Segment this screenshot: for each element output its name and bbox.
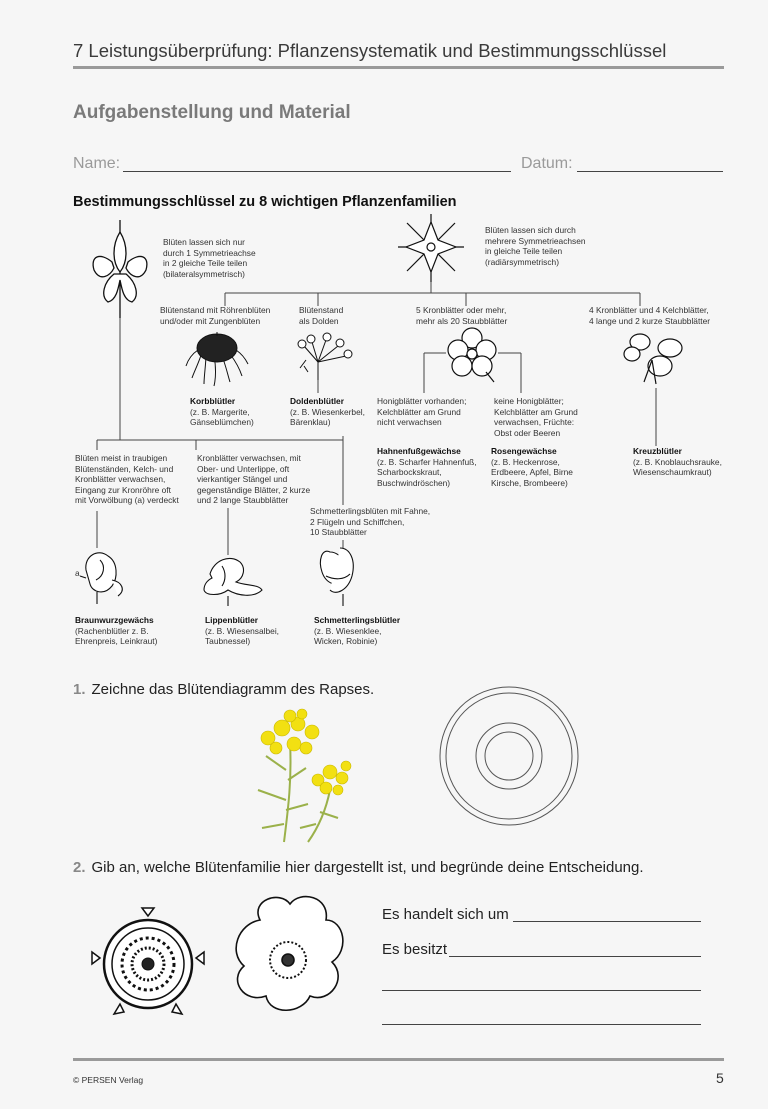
date-label: Datum:	[521, 155, 573, 172]
orchid-flower-icon	[93, 220, 147, 318]
snapdragon-flower-icon	[80, 553, 122, 604]
task-1: 1. Zeichne das Blütendiagramm des Rapses.	[73, 681, 375, 698]
family-braunwurz: Braunwurzgewächs (Rachenblütler z. B. Ehrenpreis, Leinkraut)	[75, 615, 158, 647]
bilateral-description: Blüten lassen sich nur durch 1 Symmetrieachse in 2 gleiche Teile teilen (bilateralsymmetrisch)	[163, 237, 256, 279]
branch-umbel: Blütenstand als Dolden	[299, 305, 344, 326]
answer-label-1: Es handelt sich um	[382, 906, 509, 923]
family-schmetterling: Schmetterlingsblütler (z. B. Wiesenklee, Wicken, Robinie)	[314, 615, 401, 647]
labiate-flower-icon	[204, 558, 262, 606]
flower-diagram-template	[440, 687, 578, 825]
rapeseed-plant-illustration	[258, 709, 351, 842]
section-title: Aufgabenstellung und Material	[73, 102, 351, 123]
a-marker: a	[75, 568, 80, 578]
key-title: Bestimmungsschlüssel zu 8 wichtigen Pflanzenfamilien	[73, 194, 457, 210]
branch-five-petals: 5 Kronblätter oder mehr, mehr als 20 Staubblätter	[416, 305, 508, 326]
family-korbbluetler: Korbblütler (z. B. Margerite, Gänseblümchen)	[190, 396, 254, 428]
bilat-branch-b: Kronblätter verwachsen, mit Ober- und Unterlippe, oft vierkantiger Stängel und gegenständige Blätter, 2 kurze und 2 lange Staubblätter	[197, 453, 311, 506]
bilat-branch-a: Blüten meist in traubigen Blütenständen, Kelch- und Kronblätter verwachsen, Eingang zur Kronröhre oft mit Vorwölbung (a) verdeckt	[75, 453, 179, 506]
star-flower-icon	[398, 214, 464, 282]
answer-line-1[interactable]	[513, 921, 701, 922]
honey-leaves-yes: Honigblätter vorhanden; Kelchblätter am Grund nicht verwachsen	[377, 396, 467, 428]
papilionaceous-flower-icon	[320, 548, 353, 606]
answer-line-4[interactable]	[382, 1024, 701, 1025]
rose-diagram-icon	[92, 908, 204, 1014]
umbel-flower-icon	[298, 333, 352, 380]
honey-leaves-no: keine Honigblätter; Kelchblätter am Grund verwachsen, Früchte: Obst oder Beeren	[494, 396, 578, 438]
family-kreuz: Kreuzblütler (z. B. Knoblauchsrauke, Wiesenschaumkraut)	[633, 446, 722, 478]
family-hahnenfuss: Hahnenfußgewächse (z. B. Scharfer Hahnenfuß, Scharbockskraut, Buschwindröschen)	[377, 446, 477, 488]
radial-description: Blüten lassen sich durch mehrere Symmetrieachsen in gleiche Teile teilen (radiärsymmetrisch)	[485, 225, 586, 267]
page-number: 5	[716, 1070, 724, 1086]
family-rosen: Rosengewächse (z. B. Heckenrose, Erdbeere, Apfel, Birne Kirsche, Brombeere)	[491, 446, 573, 488]
branch-four-petals: 4 Kronblätter und 4 Kelchblätter, 4 lange und 2 kurze Staubblätter	[589, 305, 711, 326]
copyright: © PERSEN Verlag	[73, 1075, 144, 1085]
footer-rule	[73, 1058, 724, 1061]
chapter-heading: 7 Leistungsüberprüfung: Pflanzensystematik und Bestimmungsschlüssel	[73, 40, 667, 61]
family-lippen: Lippenblütler (z. B. Wiesensalbei, Taubnessel)	[205, 615, 280, 647]
crucifer-flower-icon	[624, 334, 682, 384]
five-petal-flower-icon	[448, 328, 496, 382]
wild-rose-icon	[236, 897, 343, 1011]
answer-label-2: Es besitzt	[382, 941, 448, 958]
task-2: 2. Gib an, welche Blütenfamilie hier dargestellt ist, und begründe deine Entscheidung.	[73, 859, 644, 876]
answer-line-3[interactable]	[382, 990, 701, 991]
daisy-flower-icon	[186, 332, 248, 386]
name-label: Name:	[73, 155, 121, 172]
branch-composite: Blütenstand mit Röhrenblüten und/oder mit Zungenblüten	[160, 305, 271, 326]
bilat-branch-c: Schmetterlingsblüten mit Fahne, 2 Flügeln und Schiffchen, 10 Staubblätter	[310, 506, 431, 538]
answer-line-2[interactable]	[449, 956, 701, 957]
family-doldenbluetler: Doldenblütler (z. B. Wiesenkerbel, Bärenklau)	[290, 396, 365, 428]
